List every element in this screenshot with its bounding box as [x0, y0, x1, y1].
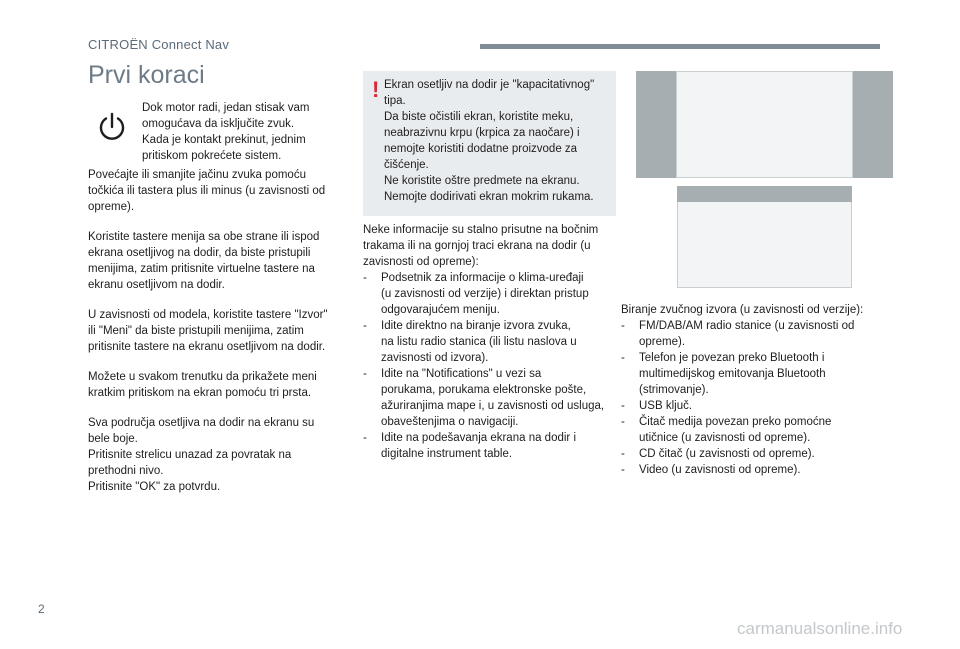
- text-line: točkića ili tastera plus ili minus (u zavisnosti od: [88, 185, 326, 197]
- left-column: [88, 167, 352, 509]
- text-line: - Podsetnik za informacije o klima-uređaji: [381, 272, 584, 284]
- text-line: Pritisnite strelicu unazad za povratak na: [88, 449, 292, 461]
- text-line: digitalne instrument table.: [381, 448, 513, 460]
- text-line: ili "Meni" da biste pristupili menijima, zatim: [88, 325, 304, 337]
- paragraph: [88, 369, 352, 401]
- text-line: (strimovanje).: [639, 384, 709, 396]
- warning-line: čišćenje.: [384, 159, 429, 171]
- paragraph: [88, 229, 352, 293]
- text-line: zavisnosti od izvora).: [381, 352, 489, 364]
- list-item: [363, 270, 618, 318]
- text-line: Sva područja osetljiva na dodir na ekranu su: [88, 417, 315, 429]
- screen-illustration-full: [636, 71, 893, 178]
- list-item: [621, 462, 896, 478]
- text-line: - FM/DAB/AM radio stanice (u zavisnosti od: [639, 320, 855, 332]
- text-line: ekrana osetljivog na dodir, da biste pristupili: [88, 247, 311, 259]
- page-title: Prvi koraci: [88, 61, 205, 89]
- text-line: na listu radio stanica (ili listu naslova u: [381, 336, 577, 348]
- screen-display-area: [676, 71, 853, 178]
- text-line: - CD čitač (u zavisnosti od opreme).: [639, 448, 815, 460]
- intro-line: Dok motor radi, jedan stisak vam: [142, 102, 310, 114]
- screen-illustration-top-bar: [677, 186, 852, 288]
- text-line: Biranje zvučnog izvora (u zavisnosti od verzije):: [621, 304, 864, 316]
- text-line: Neke informacije su stalno prisutne na bočnim: [363, 224, 599, 236]
- text-line: multimedijskog emitovanja Bluetooth: [639, 368, 826, 380]
- text-line: - Čitač medija povezan preko pomoćne: [639, 416, 832, 428]
- warning-box: [363, 71, 616, 216]
- warning-line: Ne koristite oštre predmete na ekranu.: [384, 175, 580, 187]
- watermark: carmanualsonline.info: [737, 619, 903, 638]
- text-line: ekranu osetljivom na dodir.: [88, 279, 225, 291]
- screen-top-bar: [677, 186, 852, 202]
- list-item: [363, 366, 618, 430]
- text-line: Koristite tastere menija sa obe strane ili ispod: [88, 231, 320, 243]
- text-line: opreme).: [88, 201, 135, 213]
- text-line: pritisnite tastere na ekranu osetljivom na dodir.: [88, 341, 326, 353]
- text-line: zavisnosti od opreme):: [363, 256, 479, 268]
- text-line: obaveštenjima o navigaciji.: [381, 416, 519, 428]
- text-line: ažuriranjima mape i, u zavisnosti od usluga,: [381, 400, 605, 412]
- list-item: [621, 398, 896, 414]
- text-line: utičnice (u zavisnosti od opreme).: [639, 432, 811, 444]
- list-item: [363, 430, 618, 462]
- right-column: [621, 302, 896, 478]
- text-line: - Telefon je povezan preko Bluetooth i: [639, 352, 825, 364]
- list-item: [621, 350, 896, 398]
- text-line: - Video (u zavisnosti od opreme).: [639, 464, 801, 476]
- screen-side-bar-left: [636, 71, 676, 178]
- warning-line: neabrazivnu krpu (krpica za naočare) i: [384, 127, 580, 139]
- intro-line: omogućava da isključite zvuk.: [142, 118, 295, 130]
- text-line: porukama, porukama elektronske pošte,: [381, 384, 587, 396]
- screen-side-bar-right: [853, 71, 893, 178]
- warning-line: Da biste očistili ekran, koristite meku,: [384, 111, 574, 123]
- source-list: [621, 318, 896, 478]
- text-line: U zavisnosti od modela, koristite tastere "Izvor": [88, 309, 328, 321]
- paragraph: [88, 307, 352, 355]
- warning-line: Nemojte dodirivati ekran mokrim rukama.: [384, 191, 594, 203]
- warning-icon: !: [372, 77, 380, 102]
- list-item: [621, 414, 896, 446]
- power-icon: [95, 110, 129, 144]
- warning-line: nemojte koristiti dodatne proizvode za: [384, 143, 578, 155]
- paragraph: [88, 167, 352, 215]
- text-line: Pritisnite "OK" za potvrdu.: [88, 481, 221, 493]
- text-line: trakama ili na gornjoj traci ekrana na dodir (u: [363, 240, 591, 252]
- header-rule: [480, 44, 880, 49]
- brand-header: CITROËN Connect Nav: [88, 37, 230, 52]
- intro-line: Kada je kontakt prekinut, jednim: [142, 134, 306, 146]
- text-line: - USB ključ.: [639, 400, 693, 412]
- middle-column: [363, 222, 618, 462]
- text-line: bele boje.: [88, 433, 138, 445]
- text-line: kratkim pritiskom na ekran pomoću tri prsta.: [88, 387, 312, 399]
- text-line: Možete u svakom trenutku da prikažete meni: [88, 371, 317, 383]
- text-line: (u zavisnosti od verzije) i direktan pristup: [381, 288, 589, 300]
- text-line: Povećajte ili smanjite jačinu zvuka pomoću: [88, 169, 306, 181]
- text-line: - Idite direktno na biranje izvora zvuka,: [381, 320, 571, 332]
- paragraph: [88, 415, 352, 495]
- info-list: [363, 270, 618, 462]
- intro-text: [142, 100, 347, 164]
- intro-line: pritiskom pokrećete sistem.: [142, 150, 282, 162]
- page-number: 2: [38, 602, 45, 616]
- text-line: prethodni nivo.: [88, 465, 164, 477]
- text-line: - Idite na podešavanja ekrana na dodir i: [381, 432, 577, 444]
- warning-text: [384, 77, 612, 205]
- text-line: - Idite na "Notifications" u vezi sa: [381, 368, 542, 380]
- warning-line: Ekran osetljiv na dodir je "kapacitativnog": [384, 79, 595, 91]
- warning-line: tipa.: [384, 95, 406, 107]
- text-line: opreme).: [639, 336, 686, 348]
- text-line: menijima, zatim pritisnite virtuelne tastere na: [88, 263, 315, 275]
- paragraph: [363, 222, 618, 270]
- text-line: odgovarajućem meniju.: [381, 304, 500, 316]
- list-item: [621, 318, 896, 350]
- list-item: [621, 446, 896, 462]
- list-item: [363, 318, 618, 366]
